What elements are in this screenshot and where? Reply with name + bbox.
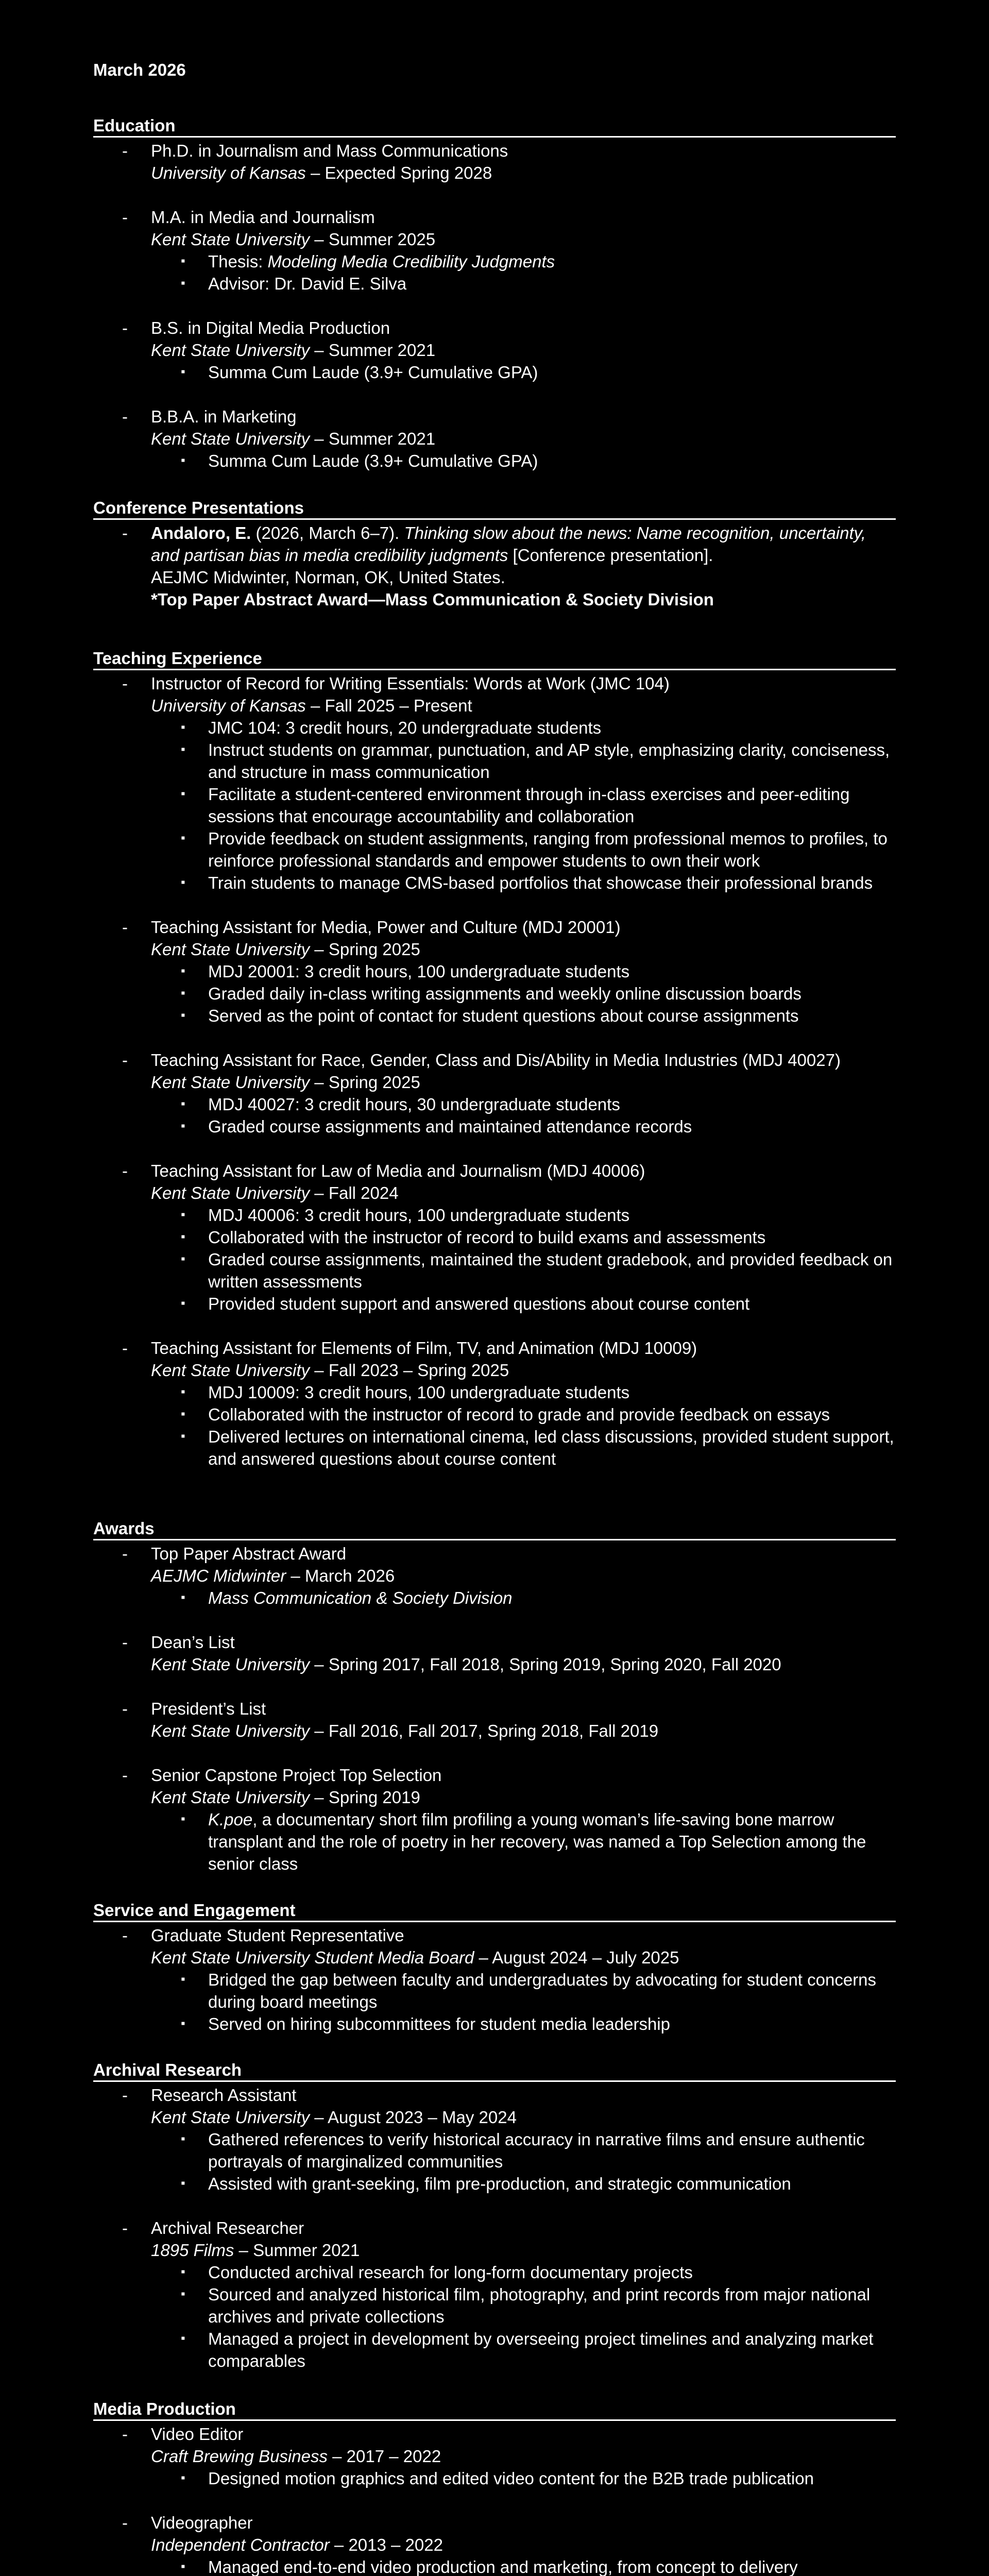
duty: Bridged the gap between faculty and undergraduates by advocating for student concerns during board meetings — [208, 1970, 877, 2011]
list-item — [93, 1587, 896, 1609]
bullet-glyph: ▪ — [181, 2016, 185, 2030]
duty: Graded course assignments, maintained the student gradebook, and provided feedback on written assessments — [208, 1250, 893, 1291]
duty: Graded course assignments and maintained attendance records — [208, 1117, 692, 1136]
dash-glyph: - — [122, 407, 128, 426]
dash-glyph: - — [122, 141, 128, 160]
school: Kent State University — [151, 1073, 310, 1092]
date-range: – March 2026 — [286, 1566, 395, 1585]
duty: Train students to manage CMS-based portfolios that showcase their professional brands — [208, 873, 873, 892]
dash-glyph: - — [122, 1544, 128, 1563]
dash-glyph: - — [122, 918, 128, 937]
bullet-glyph: ▪ — [181, 1590, 185, 1604]
teaching-entry — [93, 916, 896, 1027]
bullet-glyph: ▪ — [181, 742, 185, 756]
date-range: – Spring 2017, Fall 2018, Spring 2019, Spring 2020, Fall 2020 — [310, 1655, 781, 1674]
education-entry — [93, 206, 896, 295]
role: Instructor of Record for Writing Essentials: Words at Work (JMC 104) — [151, 674, 670, 693]
list-item — [93, 827, 896, 872]
archival-entry — [93, 2084, 896, 2195]
list-item — [93, 2173, 896, 2195]
date-range: – Spring 2019 — [310, 1788, 420, 1807]
media-org: Independent Contractor — [151, 2535, 330, 2554]
school: Kent State University — [151, 341, 310, 360]
film-title: K.poe — [208, 1810, 253, 1829]
dash-glyph: - — [122, 1633, 128, 1652]
role: Research Assistant — [151, 2086, 297, 2105]
duty: Sourced and analyzed historical film, photography, and print records from major national archives and private collections — [208, 2285, 871, 2326]
list-item — [93, 872, 896, 894]
list-item — [93, 1808, 896, 1875]
list-item — [93, 1426, 896, 1470]
service-entry — [93, 1924, 896, 2035]
award-org: AEJMC Midwinter — [151, 1566, 286, 1585]
degree: Ph.D. in Journalism and Mass Communications — [151, 141, 508, 160]
role: Videographer — [151, 2513, 253, 2532]
bullet-glyph: ▪ — [181, 1429, 185, 1443]
duty: MDJ 40006: 3 credit hours, 100 undergraduate students — [208, 1206, 630, 1225]
award-name: President’s List — [151, 1699, 266, 1718]
list-item — [93, 982, 896, 1005]
date-range: – Summer 2021 — [310, 341, 436, 360]
bullet-glyph: ▪ — [181, 1008, 185, 1022]
bullet-glyph: ▪ — [181, 365, 185, 379]
bullet-glyph: ▪ — [181, 2176, 185, 2190]
duty: JMC 104: 3 credit hours, 20 undergraduate students — [208, 718, 602, 737]
dash-glyph: - — [122, 1766, 128, 1785]
school: Kent State University — [151, 230, 310, 249]
archival-entry — [93, 2217, 896, 2372]
duty: Collaborated with the instructor of record to build exams and assessments — [208, 1228, 766, 1247]
bullet-glyph: ▪ — [181, 276, 185, 290]
teaching-entry — [93, 1160, 896, 1315]
dash-glyph: - — [122, 318, 128, 337]
duty: Conducted archival research for long-form documentary projects — [208, 2263, 693, 2282]
conference-section — [93, 498, 896, 611]
dash-glyph: - — [122, 208, 128, 227]
award-org: Kent State University — [151, 1655, 310, 1674]
date-range: – Fall 2025 – Present — [305, 696, 472, 715]
list-item — [93, 2128, 896, 2173]
award-note: *Top Paper Abstract Award—Mass Communication & Society Division — [151, 590, 714, 609]
list-item — [93, 1969, 896, 2013]
duty: Provided student support and answered questions about course content — [208, 1294, 750, 1313]
date-range: – Summer 2021 — [310, 429, 436, 448]
bullet-glyph: ▪ — [181, 254, 185, 268]
presentation-date: (2026, March 6–7). — [251, 523, 404, 543]
role: Teaching Assistant for Law of Media and Journalism (MDJ 40006) — [151, 1161, 645, 1180]
duty: Served as the point of contact for student questions about course assignments — [208, 1006, 799, 1025]
dash-glyph: - — [122, 1050, 128, 1070]
bullet-glyph: ▪ — [181, 986, 185, 1000]
date-range: – Fall 2023 – Spring 2025 — [310, 1361, 509, 1380]
bullet-glyph: ▪ — [181, 2331, 185, 2345]
bullet-glyph: ▪ — [181, 1097, 185, 1111]
dash-glyph: - — [122, 2086, 128, 2105]
media-entry — [93, 2512, 896, 2576]
teaching-section — [93, 648, 896, 1470]
thesis-title: Modeling Media Credibility Judgments — [267, 252, 555, 271]
award-entry — [93, 1631, 896, 1675]
degree: B.S. in Digital Media Production — [151, 318, 390, 337]
list-item — [93, 960, 896, 982]
list-item — [93, 739, 896, 783]
school: Kent State University — [151, 1361, 310, 1380]
list-item — [93, 1115, 896, 1138]
duty: Designed motion graphics and edited video content for the B2B trade publication — [208, 2469, 814, 2488]
bullet-glyph: ▪ — [181, 1407, 185, 1421]
media-org: Craft Brewing Business — [151, 2447, 328, 2466]
list-item — [93, 2261, 896, 2283]
date-range: – August 2023 – May 2024 — [310, 2108, 517, 2127]
list-item — [93, 361, 896, 383]
date-range: – Spring 2025 — [310, 1073, 420, 1092]
list-item — [93, 717, 896, 739]
dash-glyph: - — [122, 2425, 128, 2444]
date-range: – Fall 2016, Fall 2017, Spring 2018, Fall 2019 — [310, 1721, 659, 1740]
cv-date: March 2026 — [93, 60, 186, 79]
role: Video Editor — [151, 2425, 244, 2444]
role: Graduate Student Representative — [151, 1926, 404, 1945]
award-entry — [93, 1698, 896, 1742]
dash-glyph: - — [122, 1699, 128, 1718]
citation — [151, 522, 896, 566]
education-entry — [93, 140, 896, 184]
honor: Summa Cum Laude (3.9+ Cumulative GPA) — [208, 363, 538, 382]
bullet-glyph: ▪ — [181, 2287, 185, 2301]
bullet-glyph: ▪ — [181, 787, 185, 801]
list-item — [93, 1005, 896, 1027]
school: University of Kansas — [151, 696, 306, 715]
archival-title: Archival Research — [93, 2060, 896, 2082]
duty: MDJ 40027: 3 credit hours, 30 undergraduate students — [208, 1095, 620, 1114]
school: University of Kansas — [151, 163, 306, 182]
teaching-title: Teaching Experience — [93, 648, 896, 670]
bullet-glyph: ▪ — [181, 1252, 185, 1266]
date-range: – Summer 2021 — [234, 2241, 360, 2260]
list-item — [93, 450, 896, 472]
role: Teaching Assistant for Race, Gender, Class and Dis/Ability in Media Industries (MDJ 40027) — [151, 1050, 841, 1070]
dash-glyph: - — [122, 2513, 128, 2532]
service-section — [93, 1900, 896, 2035]
author: Andaloro, E. — [151, 523, 251, 543]
duty: Managed a project in development by overseeing project timelines and analyzing market comparables — [208, 2329, 874, 2370]
service-org: Kent State University Student Media Board — [151, 1948, 474, 1967]
bullet-glyph: ▪ — [181, 453, 185, 467]
list-item — [93, 1248, 896, 1293]
advisor: Advisor: Dr. David E. Silva — [208, 274, 407, 293]
award-entry — [93, 1764, 896, 1875]
award-org: Kent State University — [151, 1788, 310, 1807]
dash-glyph: - — [122, 2218, 128, 2238]
duty: Instruct students on grammar, punctuation, and AP style, emphasizing clarity, conciseness, and structure in mass communication — [208, 740, 890, 782]
role: Teaching Assistant for Media, Power and Culture (MDJ 20001) — [151, 918, 621, 937]
degree: B.B.A. in Marketing — [151, 407, 297, 426]
duty: Graded daily in-class writing assignments and weekly online discussion boards — [208, 984, 802, 1003]
list-item — [93, 273, 896, 295]
archival-org: 1895 Films — [151, 2241, 234, 2260]
paper-title: Thinking slow about the news: Name recognition, uncertainty, and partisan bias in media credibility judgments — [151, 523, 866, 565]
media-section — [93, 2399, 896, 2576]
bullet-glyph: ▪ — [181, 1812, 185, 1826]
education-title: Education — [93, 115, 896, 138]
list-item — [93, 1226, 896, 1248]
awards-title: Awards — [93, 1518, 896, 1540]
duty: MDJ 10009: 3 credit hours, 100 undergraduate students — [208, 1383, 630, 1402]
bullet-glyph: ▪ — [181, 2265, 185, 2279]
duty: Provide feedback on student assignments, ranging from professional memos to profiles, to reinforce professional standards and empower students to own their work — [208, 829, 888, 870]
date-range: – August 2024 – July 2025 — [474, 1948, 679, 1967]
list-item — [93, 1204, 896, 1226]
list-item — [93, 1093, 896, 1115]
dash-glyph: - — [122, 674, 128, 693]
award-entry — [93, 1543, 896, 1609]
service-title: Service and Engagement — [93, 1900, 896, 1922]
school: Kent State University — [151, 1183, 310, 1202]
dash-glyph: - — [122, 1338, 128, 1358]
media-title: Media Production — [93, 2399, 896, 2421]
list-item — [93, 250, 896, 273]
education-entry — [93, 405, 896, 472]
bullet-glyph: ▪ — [181, 831, 185, 845]
date-range: – Expected Spring 2028 — [305, 163, 492, 182]
award-name: Dean’s List — [151, 1633, 235, 1652]
school: Kent State University — [151, 940, 310, 959]
bullet-glyph: ▪ — [181, 2132, 185, 2146]
list-item — [93, 1293, 896, 1315]
role: Teaching Assistant for Elements of Film, TV, and Animation (MDJ 10009) — [151, 1338, 697, 1358]
education-section — [93, 115, 896, 472]
presentation-type: [Conference presentation]. — [508, 546, 713, 565]
list-item — [93, 783, 896, 827]
conference-entry — [93, 522, 896, 611]
bullet-glyph: ▪ — [181, 1208, 185, 1222]
list-item — [93, 1381, 896, 1403]
date-range: – 2013 – 2022 — [329, 2535, 443, 2554]
date-range: – 2017 – 2022 — [327, 2447, 441, 2466]
award-name: Top Paper Abstract Award — [151, 1544, 347, 1563]
duty: Facilitate a student-centered environment through in-class exercises and peer-editing sessions that encourage accountability and collaboration — [208, 785, 850, 826]
dash-glyph: - — [122, 1926, 128, 1945]
thesis-label: Thesis: — [208, 252, 268, 271]
bullet-glyph: ▪ — [181, 2471, 185, 2485]
list-item — [93, 1403, 896, 1426]
education-entry — [93, 317, 896, 383]
teaching-entry — [93, 1337, 896, 1470]
teaching-entry — [93, 1049, 896, 1138]
archival-section — [93, 2060, 896, 2372]
list-item — [93, 2467, 896, 2489]
date-range: – Summer 2025 — [310, 230, 436, 249]
list-item — [93, 2556, 896, 2576]
award-division: Mass Communication & Society Division — [208, 1588, 513, 1607]
duty: Served on hiring subcommittees for student media leadership — [208, 2014, 670, 2033]
duty: Gathered references to verify historical accuracy in narrative films and ensure authentic portrayals of marginalized communities — [208, 2130, 865, 2171]
venue: AEJMC Midwinter, Norman, OK, United States. — [151, 568, 505, 587]
bullet-glyph: ▪ — [181, 1296, 185, 1310]
bullet-glyph: ▪ — [181, 720, 185, 734]
list-item — [93, 2328, 896, 2372]
teaching-entry — [93, 672, 896, 894]
archival-org: Kent State University — [151, 2108, 310, 2127]
duty: MDJ 20001: 3 credit hours, 100 undergraduate students — [208, 962, 630, 981]
bullet-glyph: ▪ — [181, 875, 185, 889]
school: Kent State University — [151, 429, 310, 448]
film-description: , a documentary short film profiling a young woman’s life-saving bone marrow transplant and the role of poetry in her recovery, was named a Top Selection among the senior class — [208, 1810, 866, 1873]
awards-section — [93, 1518, 896, 1875]
award-org: Kent State University — [151, 1721, 310, 1740]
duty: Collaborated with the instructor of record to grade and provide feedback on essays — [208, 1405, 830, 1424]
dash-glyph: - — [122, 523, 128, 543]
duty: Assisted with grant-seeking, film pre-production, and strategic communication — [208, 2174, 791, 2193]
bullet-glyph: ▪ — [181, 964, 185, 978]
list-item — [93, 2283, 896, 2328]
bullet-glyph: ▪ — [181, 2560, 185, 2573]
duty: Delivered lectures on international cinema, led class discussions, provided student support, and answered questions about course content — [208, 1427, 894, 1468]
list-item — [93, 2013, 896, 2035]
bullet-glyph: ▪ — [181, 1230, 185, 1244]
date-range: – Fall 2024 — [310, 1183, 399, 1202]
degree: M.A. in Media and Journalism — [151, 208, 375, 227]
bullet-glyph: ▪ — [181, 1972, 185, 1986]
bullet-glyph: ▪ — [181, 1119, 185, 1133]
honor: Summa Cum Laude (3.9+ Cumulative GPA) — [208, 451, 538, 470]
date-range: – Spring 2025 — [310, 940, 420, 959]
duty: Managed end-to-end video production and marketing, from concept to delivery — [208, 2557, 798, 2576]
media-entry — [93, 2423, 896, 2489]
bullet-glyph: ▪ — [181, 1385, 185, 1399]
role: Archival Researcher — [151, 2218, 304, 2238]
dash-glyph: - — [122, 1161, 128, 1180]
conference-title: Conference Presentations — [93, 498, 896, 520]
award-name: Senior Capstone Project Top Selection — [151, 1766, 442, 1785]
